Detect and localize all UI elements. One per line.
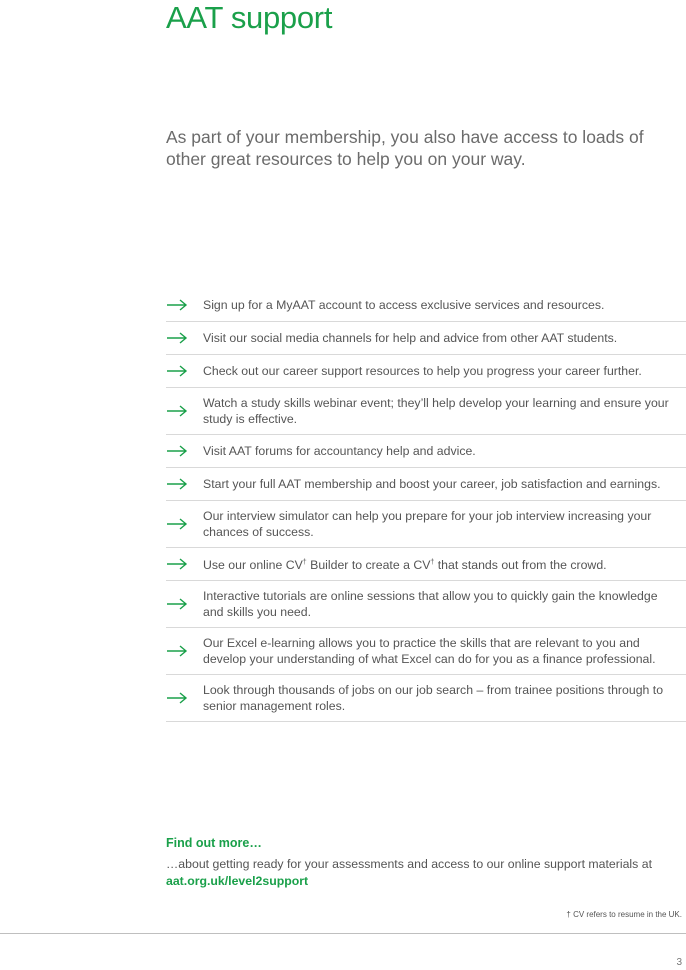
list-item-text: Visit AAT forums for accountancy help and advice. (203, 443, 476, 458)
list-item-text: Watch a study skills webinar event; they’ll help develop your learning and ensure your study is effective. (203, 395, 669, 426)
support-link[interactable]: aat.org.uk/level2support (166, 873, 309, 888)
list-item (166, 322, 686, 355)
footnote: † CV refers to resume in the UK. (566, 910, 682, 919)
right-arrow-icon (166, 692, 203, 704)
right-arrow-icon (166, 365, 203, 377)
list-item (166, 289, 686, 322)
right-arrow-icon (166, 478, 203, 490)
dagger-mark: † (430, 558, 435, 566)
resource-list (166, 289, 686, 722)
list-item (166, 675, 686, 722)
list-item-text: Interactive tutorials are online sessions that allow you to quickly gain the knowledge and skills you need. (203, 588, 658, 619)
list-item-text: Our Excel e-learning allows you to practice the skills that are relevant to you and develop your understanding of what Excel can do for you as a finance professional. (203, 635, 656, 666)
list-item (166, 388, 686, 435)
page-title: AAT support (166, 0, 333, 35)
list-item (166, 468, 686, 501)
list-item-text: Visit our social media channels for help and advice from other AAT students. (203, 330, 618, 345)
list-item-text: Use our online CV† Builder to create a CV† that stands out from the crowd. (203, 557, 607, 572)
right-arrow-icon (166, 645, 203, 657)
find-out-more-text: …about getting ready for your assessments and access to our online support materials at aat.org.uk/level2support (166, 857, 652, 888)
right-arrow-icon (166, 405, 203, 417)
list-item (166, 581, 686, 628)
right-arrow-icon (166, 598, 203, 610)
intro-paragraph: As part of your membership, you also have access to loads of other great resources to help you on your way. (166, 127, 644, 169)
find-out-more-heading: Find out more… (166, 836, 262, 850)
list-item (166, 435, 686, 468)
right-arrow-icon (166, 518, 203, 530)
right-arrow-icon (166, 558, 203, 570)
list-item (166, 548, 686, 581)
dagger-mark: † (302, 558, 307, 566)
list-item (166, 628, 686, 675)
list-item-text: Sign up for a MyAAT account to access exclusive services and resources. (203, 297, 605, 312)
right-arrow-icon (166, 445, 203, 457)
list-item (166, 501, 686, 548)
list-item-text: Start your full AAT membership and boost your career, job satisfaction and earnings. (203, 476, 661, 491)
right-arrow-icon (166, 299, 203, 311)
page-number: 3 (676, 957, 682, 968)
list-item-text: Check out our career support resources to help you progress your career further. (203, 363, 642, 378)
footer-divider (0, 933, 686, 934)
list-item-text: Our interview simulator can help you prepare for your job interview increasing your chances of success. (203, 508, 652, 539)
right-arrow-icon (166, 332, 203, 344)
list-item (166, 355, 686, 388)
list-item-text: Look through thousands of jobs on our job search – from trainee positions through to senior management roles. (203, 682, 664, 713)
